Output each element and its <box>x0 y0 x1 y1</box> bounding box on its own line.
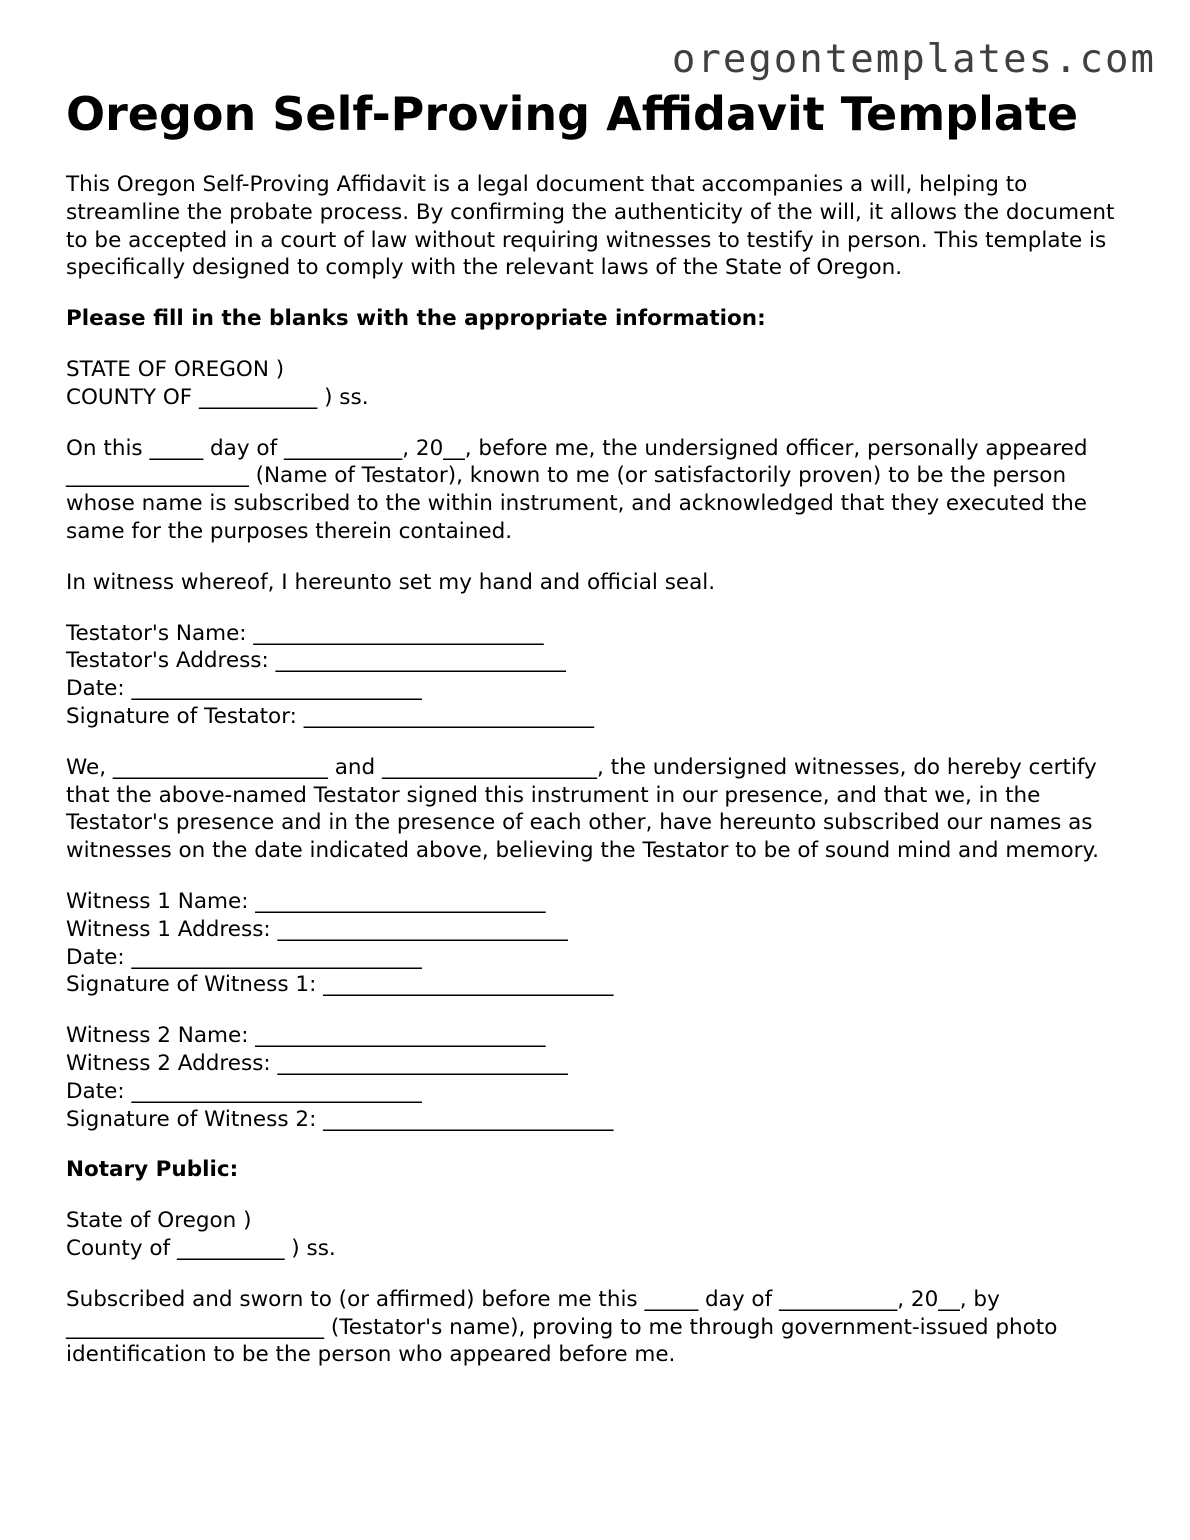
watermark: oregontemplates.com <box>671 37 1156 82</box>
testator-address-field: Testator's Address: ___________________________ <box>66 648 566 674</box>
testator-signature-field: Signature of Testator: ___________________________ <box>66 703 594 729</box>
notary-venue-county: County of __________ ) ss. <box>66 1235 336 1261</box>
notary-venue-block <box>66 1207 1136 1263</box>
testator-date-field: Date: ___________________________ <box>66 676 422 702</box>
witness-whereof-statement: In witness whereof, I hereunto set my hand and official seal. <box>66 569 716 595</box>
notary-statement-paragraph: Subscribed and sworn to (or affirmed) before me this _____ day of ___________, 20__, by ________________________ (Testator's name), proving to me through government-issued photo identification to be the person who appeared before me. <box>66 1286 1058 1368</box>
venue-county: COUNTY OF ___________ ) ss. <box>66 384 369 410</box>
notary-heading: Notary Public: <box>66 1157 239 1183</box>
witness-certification-paragraph: We, ____________________ and ____________________, the undersigned witnesses, do hereby certify that the above-named Testator signed this instrument in our presence, and that we, in the Testator's presence and in the presence of each other, have hereunto subscribed our names as witnesses on the date indicated above, believing the Testator to be of sound mind and memory. <box>66 754 1099 864</box>
witness2-address-field: Witness 2 Address: ___________________________ <box>66 1050 568 1076</box>
witness2-signature-field: Signature of Witness 2: ___________________________ <box>66 1106 614 1132</box>
witness1-name-field: Witness 1 Name: ___________________________ <box>66 888 546 914</box>
venue-block <box>66 356 1136 412</box>
witness1-signature-field: Signature of Witness 1: ___________________________ <box>66 972 614 998</box>
witness1-address-field: Witness 1 Address: ___________________________ <box>66 916 568 942</box>
venue-state: STATE OF OREGON ) <box>66 356 285 382</box>
witness2-date-field: Date: ___________________________ <box>66 1078 422 1104</box>
instruction-heading: Please fill in the blanks with the appropriate information: <box>66 306 766 332</box>
witness2-fields <box>66 1022 1136 1133</box>
testator-name-field: Testator's Name: ___________________________ <box>66 620 544 646</box>
witness2-name-field: Witness 2 Name: ___________________________ <box>66 1023 546 1049</box>
witness1-date-field: Date: ___________________________ <box>66 944 422 970</box>
intro-paragraph: This Oregon Self-Proving Affidavit is a legal document that accompanies a will, helping to streamline the probate process. By confirming the authenticity of the will, it allows the document to be accepted in a court of law without requiring witnesses to testify in person. This template is specifically designed to comply with the relevant laws of the State of Oregon. <box>66 172 1115 281</box>
document-body <box>66 86 1136 1369</box>
notary-venue-state: State of Oregon ) <box>66 1208 252 1234</box>
acknowledgment-paragraph: On this _____ day of ___________, 20__, before me, the undersigned officer, personally appeared _________________ (Name of Testator), known to me (or satisfactorily proven) to be the person whose name is subscribed to the within instrument, and acknowledged that they executed the same for the purposes therein contained. <box>66 435 1088 544</box>
testator-fields <box>66 620 1136 731</box>
witness1-fields <box>66 888 1136 999</box>
page-title: Oregon Self-Proving Affidavit Template <box>66 87 1079 141</box>
